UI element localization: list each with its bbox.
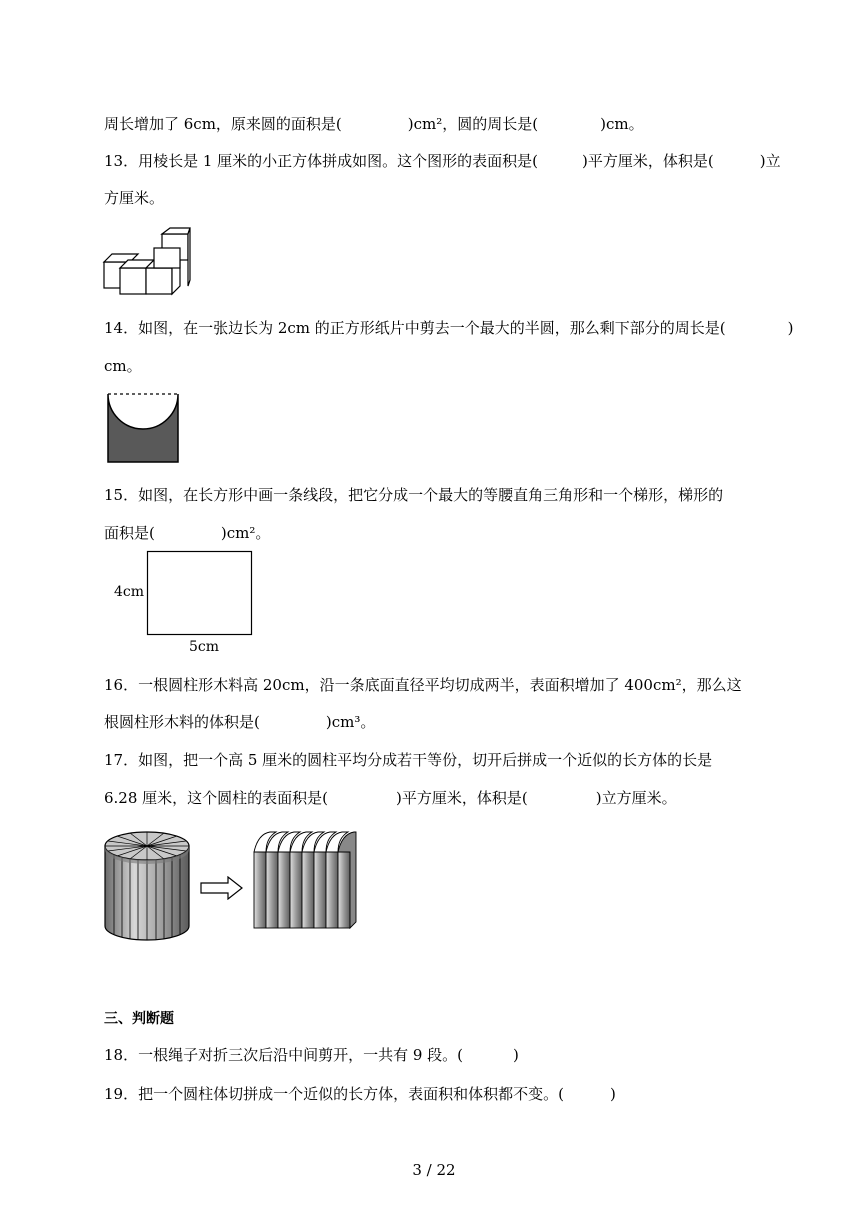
question-14-line-2: cm。 bbox=[104, 357, 142, 375]
cubes-figure bbox=[100, 224, 194, 302]
rectangle-figure bbox=[146, 550, 254, 638]
rearranged-cuboid-figure bbox=[250, 826, 360, 934]
rect-height-label: 4cm bbox=[114, 584, 145, 600]
question-18: 18．一根绳子对折三次后沿中间剪开，一共有 9 段。( ) bbox=[104, 1046, 519, 1064]
question-13-line-2: 方厘米。 bbox=[104, 189, 165, 207]
text-line-circle-perimeter: 周长增加了 6cm，原来圆的面积是( )cm²，圆的周长是( )cm。 bbox=[104, 115, 644, 133]
right-arrow-icon bbox=[200, 876, 244, 900]
question-15-line-1: 15．如图，在长方形中画一条线段，把它分成一个最大的等腰直角三角形和一个梯形，梯形的 bbox=[104, 486, 724, 504]
question-16-line-1: 16．一根圆柱形木料高 20cm，沿一条底面直径平均切成两半，表面积增加了 400cm²，那么这 bbox=[104, 676, 742, 694]
question-14-line-1: 14．如图，在一张边长为 2cm 的正方形纸片中剪去一个最大的半圆，那么剩下部分的周长是( ) bbox=[104, 319, 794, 337]
square-semicircle-figure bbox=[106, 390, 182, 466]
question-15-line-2: 面积是( )cm²。 bbox=[104, 524, 271, 542]
question-17-line-1: 17．如图，把一个高 5 厘米的圆柱平均分成若干等份，切开后拼成一个近似的长方体的长是 bbox=[104, 751, 713, 769]
question-19: 19．把一个圆柱体切拼成一个近似的长方体，表面积和体积都不变。( ) bbox=[104, 1085, 616, 1103]
page-number: 3 / 22 bbox=[412, 1161, 456, 1179]
question-17-line-2: 6.28 厘米，这个圆柱的表面积是( )平方厘米，体积是( )立方厘米。 bbox=[104, 789, 677, 807]
question-16-line-2: 根圆柱形木料的体积是( )cm³。 bbox=[104, 713, 376, 731]
question-13-line-1: 13．用棱长是 1 厘米的小正方体拼成如图。这个图形的表面积是( )平方厘米，体积是( )立 bbox=[104, 152, 781, 170]
section-heading-judgement: 三、判断题 bbox=[104, 1011, 174, 1027]
cylinder-figure bbox=[102, 826, 192, 944]
rect-width-label: 5cm bbox=[189, 639, 220, 655]
